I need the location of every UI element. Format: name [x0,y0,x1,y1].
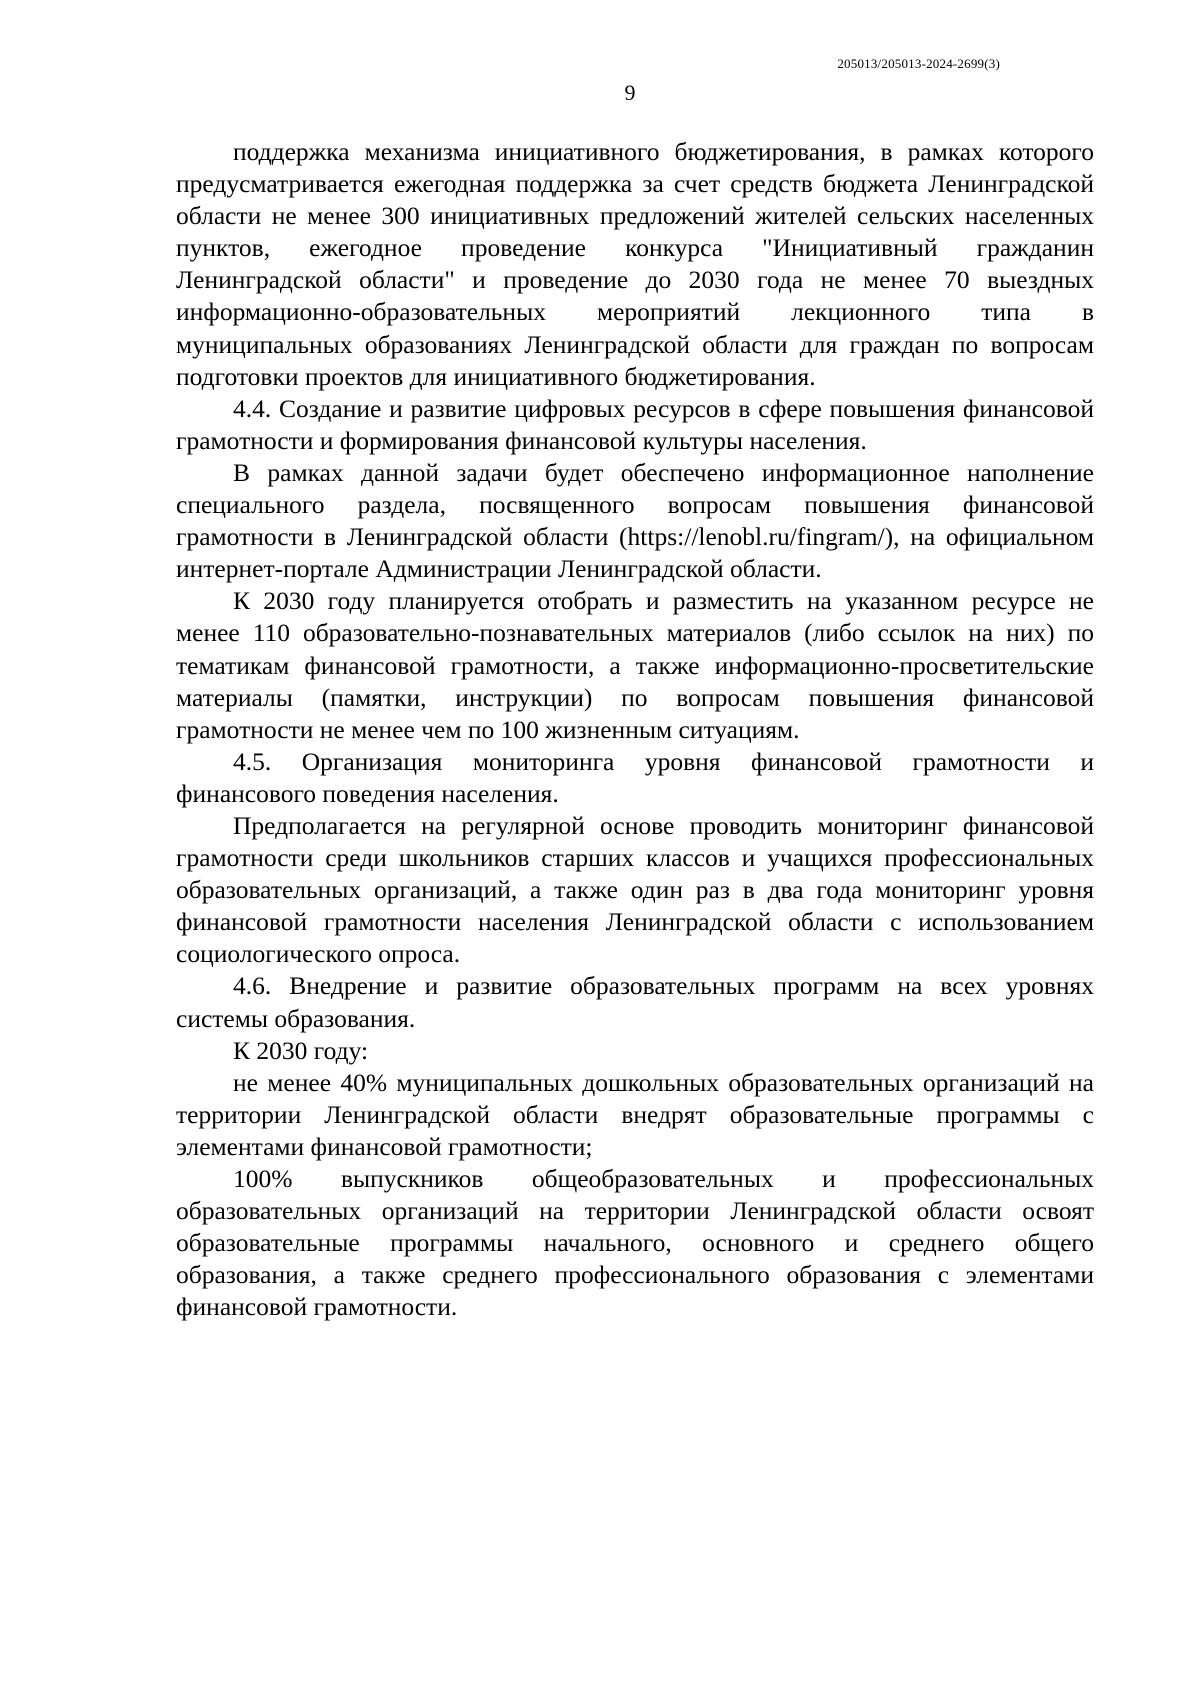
paragraph: поддержка механизма инициативного бюджетирования, в рамках которого предусматривается ежегодная поддержка за счет средств бюджета Ленинградской области не менее 300 инициативных предложений жителей сельских населенных пунктов, ежегодное проведение конкурса "Инициативный гражданин Ленинградской области" и проведение до 2030 года не менее 70 выездных информационно-образовательных мероприятий лекционного типа в муниципальных образованиях Ленинградской области для граждан по вопросам подготовки проектов для инициативного бюджетирования. [176,137,1094,391]
paragraph: К 2030 году: [233,1035,369,1065]
document-id: 205013/205013-2024-2699(3) [837,56,1000,71]
paragraph: 4.4. Создание и развитие цифровых ресурсов в сфере повышения финансовой грамотности и формирования финансовой культуры населения. [176,393,1094,455]
paragraph: Предполагается на регулярной основе проводить мониторинг финансовой грамотности среди школьников старших классов и учащихся профессиональных образовательных организаций, а также один раз в два года мониторинг уровня финансовой грамотности населения Ленинградской области с использованием социологического опроса. [176,810,1094,969]
paragraph: К 2030 году планируется отобрать и разместить на указанном ресурсе не менее 110 образовательно-познавательных материалов (либо ссылок на них) по тематикам финансовой грамотности, а также информационно-просветительские материалы (памятки, инструкции) по вопросам повышения финансовой грамотности не менее чем по 100 жизненным ситуациям. [176,586,1094,744]
paragraph: не менее 40% муниципальных дошкольных образовательных организаций на территории Ленинградской области внедрят образовательные программы с элементами финансовой грамотности; [176,1067,1094,1161]
paragraph: В рамках данной задачи будет обеспечено информационное наполнение специального раздела, посвященного вопросам повышения финансовой грамотности в Ленинградской области (https://lenobl.ru/fingram/), на официальном интернет-портале Администрации Ленинградской области. [176,457,1094,584]
paragraph: 4.5. Организация мониторинга уровня финансовой грамотности и финансового поведения населения. [176,746,1094,808]
paragraph: 4.6. Внедрение и развитие образовательных программ на всех уровнях системы образования. [176,971,1094,1033]
page-number: 9 [624,80,636,105]
paragraph: 100% выпускников общеобразовательных и профессиональных образовательных организаций на территории Ленинградской области освоят образовательные программы начального, основного и среднего общего образования, а также среднего профессионального образования с элементами финансовой грамотности. [176,1164,1094,1322]
document-body [176,136,1094,1323]
